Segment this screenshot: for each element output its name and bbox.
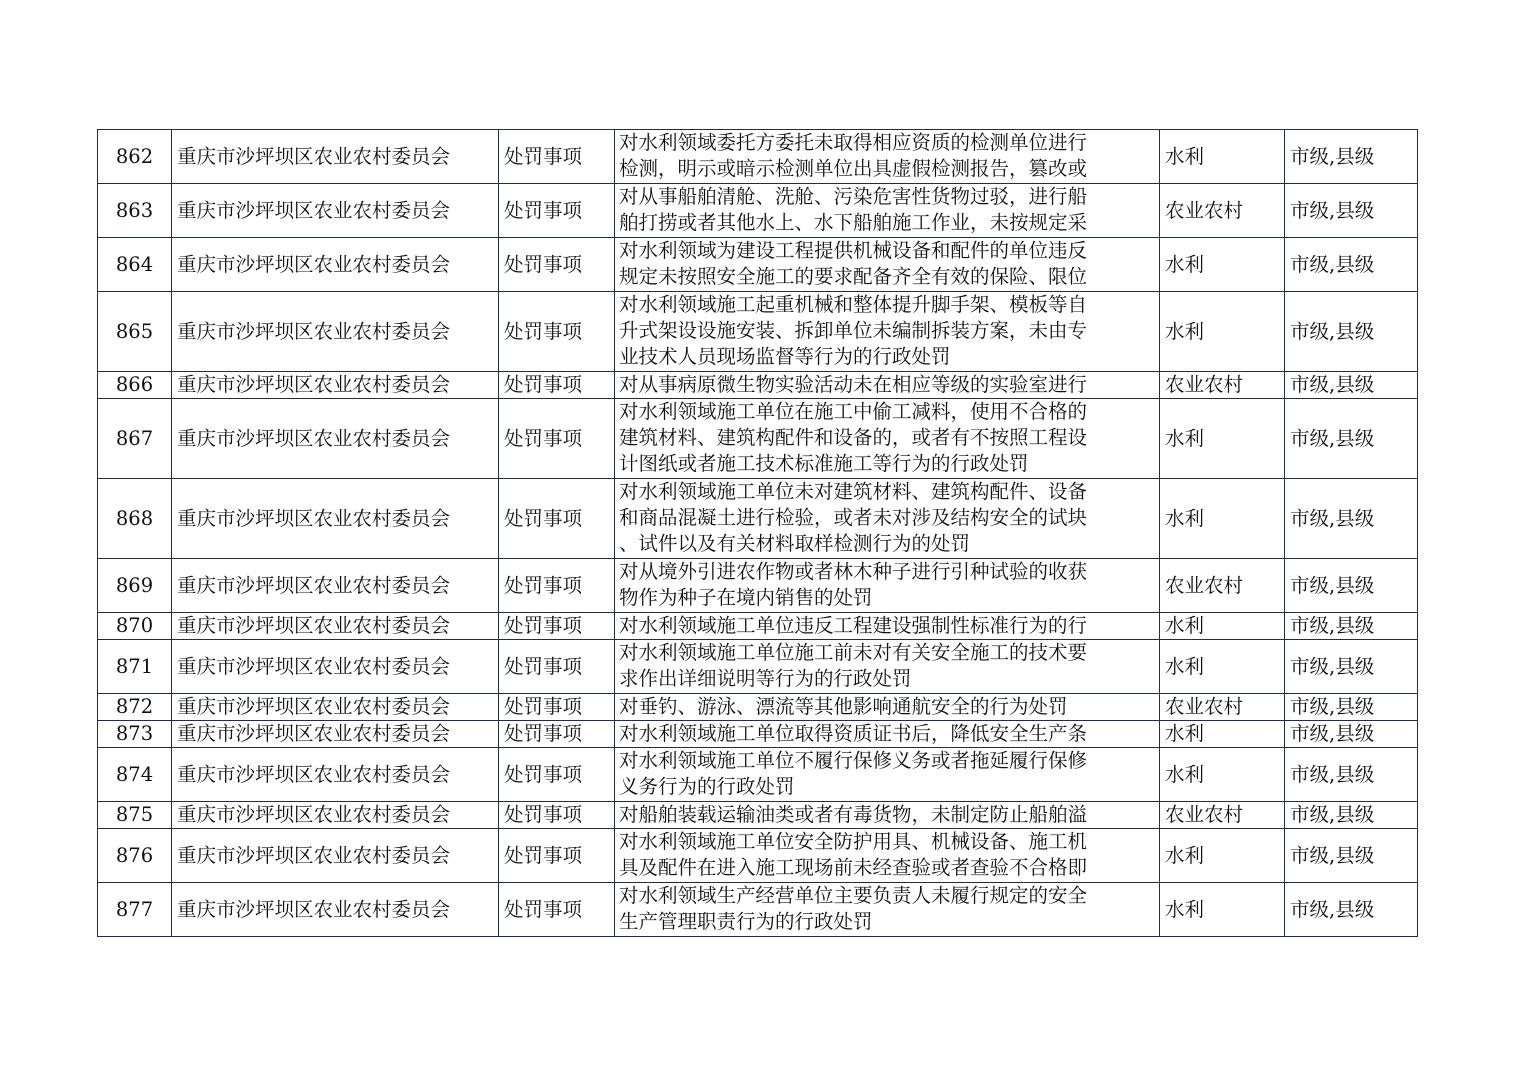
description-line: 对水利领域施工单位安全防护用具、机械设备、施工机 <box>619 830 1088 853</box>
table-row <box>98 694 1418 721</box>
description-line: 具及配件在进入施工现场前未经查验或者查验不合格即 <box>619 856 1088 879</box>
cell-item-type: 处罚事项 <box>499 613 615 640</box>
cell-item-description <box>615 559 1160 613</box>
description-line: 对水利领域施工单位在施工中偷工减料，使用不合格的 <box>619 400 1088 423</box>
cell-level: 市级,县级 <box>1285 130 1418 184</box>
cell-level: 市级,县级 <box>1285 292 1418 372</box>
table-row <box>98 130 1418 184</box>
description-text-block <box>619 613 1155 638</box>
cell-item-type: 处罚事项 <box>499 694 615 721</box>
table-row <box>98 292 1418 372</box>
cell-item-type: 处罚事项 <box>499 829 615 883</box>
cell-item-description <box>615 748 1160 802</box>
cell-field: 农业农村 <box>1160 372 1285 399</box>
description-line: 对船舶装载运输油类或者有毒货物，未制定防止船舶溢 <box>619 803 1088 826</box>
cell-department: 重庆市沙坪坝区农业农村委员会 <box>172 802 499 829</box>
cell-item-description <box>615 883 1160 937</box>
cell-item-description <box>615 802 1160 829</box>
description-line: 对水利领域施工单位取得资质证书后，降低安全生产条 <box>619 722 1088 745</box>
cell-department: 重庆市沙坪坝区农业农村委员会 <box>172 238 499 292</box>
cell-item-type: 处罚事项 <box>499 883 615 937</box>
table-row <box>98 238 1418 292</box>
description-line: 规定未按照安全施工的要求配备齐全有效的保险、限位 <box>619 265 1088 288</box>
cell-level: 市级,县级 <box>1285 559 1418 613</box>
table-row <box>98 829 1418 883</box>
description-line: 对从事病原微生物实验活动未在相应等级的实验室进行 <box>619 373 1088 396</box>
cell-level: 市级,县级 <box>1285 238 1418 292</box>
cell-department: 重庆市沙坪坝区农业农村委员会 <box>172 748 499 802</box>
description-line: 物作为种子在境内销售的处罚 <box>619 586 873 609</box>
description-text-block <box>619 399 1155 477</box>
description-line: 对水利领域施工单位未对建筑材料、建筑构配件、设备 <box>619 480 1088 503</box>
cell-item-type: 处罚事项 <box>499 184 615 238</box>
description-line: 求作出详细说明等行为的行政处罚 <box>619 667 912 690</box>
cell-department: 重庆市沙坪坝区农业农村委员会 <box>172 130 499 184</box>
cell-level: 市级,县级 <box>1285 802 1418 829</box>
description-text-block <box>619 694 1155 719</box>
cell-level: 市级,县级 <box>1285 613 1418 640</box>
description-line: 和商品混凝土进行检验，或者未对涉及结构安全的试块 <box>619 506 1088 529</box>
cell-field: 水利 <box>1160 613 1285 640</box>
description-text-block <box>619 559 1155 611</box>
table-body <box>98 130 1418 937</box>
cell-level: 市级,县级 <box>1285 372 1418 399</box>
cell-department: 重庆市沙坪坝区农业农村委员会 <box>172 292 499 372</box>
description-line: 对水利领域施工单位施工前未对有关安全施工的技术要 <box>619 641 1088 664</box>
cell-item-type: 处罚事项 <box>499 292 615 372</box>
description-text-block <box>619 640 1155 692</box>
description-text-block <box>619 238 1155 290</box>
cell-level: 市级,县级 <box>1285 748 1418 802</box>
cell-item-type: 处罚事项 <box>499 399 615 479</box>
cell-department: 重庆市沙坪坝区农业农村委员会 <box>172 559 499 613</box>
cell-level: 市级,县级 <box>1285 479 1418 559</box>
table-row <box>98 802 1418 829</box>
description-text-block <box>619 292 1155 370</box>
cell-level: 市级,县级 <box>1285 883 1418 937</box>
description-line: 建筑材料、建筑构配件和设备的，或者有不按照工程设 <box>619 426 1088 449</box>
cell-field: 水利 <box>1160 238 1285 292</box>
cell-field: 水利 <box>1160 130 1285 184</box>
cell-item-description <box>615 721 1160 748</box>
cell-item-type: 处罚事项 <box>499 721 615 748</box>
cell-item-type: 处罚事项 <box>499 130 615 184</box>
description-text-block <box>619 372 1155 397</box>
cell-item-number: 876 <box>98 829 172 883</box>
cell-field: 水利 <box>1160 479 1285 559</box>
cell-item-type: 处罚事项 <box>499 372 615 399</box>
cell-item-number: 877 <box>98 883 172 937</box>
cell-item-number: 869 <box>98 559 172 613</box>
cell-field: 农业农村 <box>1160 184 1285 238</box>
cell-department: 重庆市沙坪坝区农业农村委员会 <box>172 883 499 937</box>
cell-item-number: 874 <box>98 748 172 802</box>
cell-item-description <box>615 184 1160 238</box>
cell-item-description <box>615 238 1160 292</box>
description-line: 业技术人员现场监督等行为的行政处罚 <box>619 345 951 368</box>
cell-item-number: 875 <box>98 802 172 829</box>
cell-item-description <box>615 640 1160 694</box>
cell-department: 重庆市沙坪坝区农业农村委员会 <box>172 694 499 721</box>
cell-department: 重庆市沙坪坝区农业农村委员会 <box>172 399 499 479</box>
description-line: 对水利领域施工起重机械和整体提升脚手架、模板等自 <box>619 293 1088 316</box>
description-text-block <box>619 829 1155 881</box>
cell-field: 水利 <box>1160 399 1285 479</box>
description-text-block <box>619 130 1155 182</box>
cell-item-number: 867 <box>98 399 172 479</box>
cell-field: 水利 <box>1160 292 1285 372</box>
description-text-block <box>619 883 1155 935</box>
cell-item-number: 866 <box>98 372 172 399</box>
cell-item-number: 871 <box>98 640 172 694</box>
cell-item-number: 868 <box>98 479 172 559</box>
table-row <box>98 883 1418 937</box>
description-line: 对水利领域施工单位违反工程建设强制性标准行为的行 <box>619 614 1088 637</box>
cell-item-description <box>615 694 1160 721</box>
description-text-block <box>619 479 1155 557</box>
cell-item-description <box>615 372 1160 399</box>
cell-field: 水利 <box>1160 721 1285 748</box>
cell-item-number: 865 <box>98 292 172 372</box>
description-line: 义务行为的行政处罚 <box>619 775 795 798</box>
cell-field: 水利 <box>1160 829 1285 883</box>
table-row <box>98 613 1418 640</box>
cell-level: 市级,县级 <box>1285 694 1418 721</box>
description-line: 对水利领域委托方委托未取得相应资质的检测单位进行 <box>619 131 1088 154</box>
cell-item-number: 863 <box>98 184 172 238</box>
description-line: 对垂钓、游泳、漂流等其他影响通航安全的行为处罚 <box>619 695 1068 718</box>
description-text-block <box>619 802 1155 827</box>
description-line: 对从事船舶清舱、洗舱、污染危害性货物过驳，进行船 <box>619 185 1088 208</box>
cell-item-type: 处罚事项 <box>499 748 615 802</box>
cell-item-description <box>615 829 1160 883</box>
cell-item-description <box>615 613 1160 640</box>
description-line: 对从境外引进农作物或者林木种子进行引种试验的收获 <box>619 560 1088 583</box>
description-line: 检测，明示或暗示检测单位出具虚假检测报告，篡改或 <box>619 157 1088 180</box>
cell-item-description <box>615 130 1160 184</box>
table-row <box>98 559 1418 613</box>
cell-department: 重庆市沙坪坝区农业农村委员会 <box>172 721 499 748</box>
cell-item-description <box>615 292 1160 372</box>
cell-item-number: 872 <box>98 694 172 721</box>
cell-department: 重庆市沙坪坝区农业农村委员会 <box>172 184 499 238</box>
cell-item-type: 处罚事项 <box>499 238 615 292</box>
description-line: 、试件以及有关材料取样检测行为的处罚 <box>619 532 971 555</box>
cell-item-description <box>615 479 1160 559</box>
cell-field: 农业农村 <box>1160 802 1285 829</box>
cell-department: 重庆市沙坪坝区农业农村委员会 <box>172 640 499 694</box>
table-row <box>98 184 1418 238</box>
description-text-block <box>619 748 1155 800</box>
description-line: 舶打捞或者其他水上、水下船舶施工作业，未按规定采 <box>619 211 1088 234</box>
cell-level: 市级,县级 <box>1285 721 1418 748</box>
cell-department: 重庆市沙坪坝区农业农村委员会 <box>172 829 499 883</box>
cell-level: 市级,县级 <box>1285 184 1418 238</box>
cell-item-number: 862 <box>98 130 172 184</box>
cell-field: 农业农村 <box>1160 559 1285 613</box>
description-text-block <box>619 721 1155 746</box>
cell-level: 市级,县级 <box>1285 399 1418 479</box>
penalty-items-table <box>97 129 1418 937</box>
cell-level: 市级,县级 <box>1285 829 1418 883</box>
cell-field: 水利 <box>1160 640 1285 694</box>
table-row <box>98 640 1418 694</box>
cell-level: 市级,县级 <box>1285 640 1418 694</box>
cell-field: 农业农村 <box>1160 694 1285 721</box>
description-line: 生产管理职责行为的行政处罚 <box>619 910 873 933</box>
cell-field: 水利 <box>1160 883 1285 937</box>
description-text-block <box>619 184 1155 236</box>
cell-item-type: 处罚事项 <box>499 479 615 559</box>
cell-field: 水利 <box>1160 748 1285 802</box>
cell-item-number: 873 <box>98 721 172 748</box>
table-row <box>98 721 1418 748</box>
cell-item-description <box>615 399 1160 479</box>
cell-item-type: 处罚事项 <box>499 559 615 613</box>
table-row <box>98 372 1418 399</box>
description-line: 对水利领域为建设工程提供机械设备和配件的单位违反 <box>619 239 1088 262</box>
cell-department: 重庆市沙坪坝区农业农村委员会 <box>172 613 499 640</box>
description-line: 升式架设设施安装、拆卸单位未编制拆装方案，未由专 <box>619 319 1088 342</box>
description-line: 计图纸或者施工技术标准施工等行为的行政处罚 <box>619 452 1029 475</box>
cell-item-number: 870 <box>98 613 172 640</box>
table-row <box>98 748 1418 802</box>
cell-item-type: 处罚事项 <box>499 640 615 694</box>
cell-item-number: 864 <box>98 238 172 292</box>
cell-department: 重庆市沙坪坝区农业农村委员会 <box>172 479 499 559</box>
description-line: 对水利领域施工单位不履行保修义务或者拖延履行保修 <box>619 749 1088 772</box>
cell-item-type: 处罚事项 <box>499 802 615 829</box>
cell-department: 重庆市沙坪坝区农业农村委员会 <box>172 372 499 399</box>
description-line: 对水利领域生产经营单位主要负责人未履行规定的安全 <box>619 884 1088 907</box>
table-row <box>98 479 1418 559</box>
table-row <box>98 399 1418 479</box>
